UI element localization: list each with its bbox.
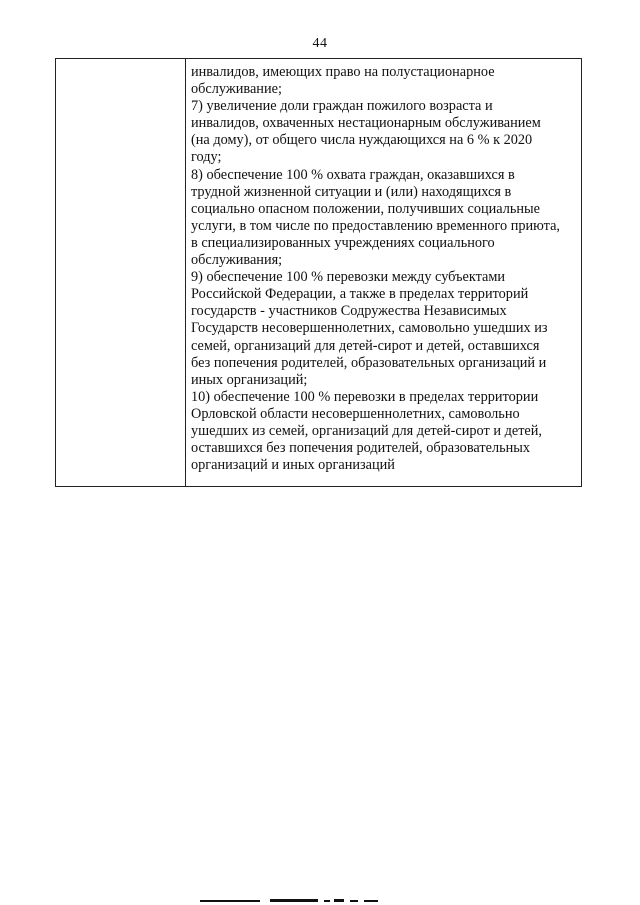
text-line: услуги, в том числе по предоставлению временного приюта, xyxy=(191,217,560,234)
text-line: инвалидов, имеющих право на полустационарное xyxy=(191,64,495,80)
text-line: обслуживания; xyxy=(191,252,283,269)
text-line: организаций и иных организаций xyxy=(191,457,395,474)
text-line: ушедших из семей, организаций для детей-сирот и детей, xyxy=(191,422,543,439)
text-line: оставшихся без попечения родителей, образовательных xyxy=(191,440,531,457)
text-line: без попечения родителей, образовательных организаций и xyxy=(191,354,547,371)
text-line: государств - участников Содружества Независимых xyxy=(191,303,507,320)
text-line: семей, организаций для детей-сирот и детей, оставшихся xyxy=(191,337,540,354)
document-table xyxy=(55,58,582,487)
text-line: иных организаций; xyxy=(191,371,308,388)
scan-edge-artifact xyxy=(200,897,400,905)
table-right-cell xyxy=(186,59,581,486)
text-line: (на дому), от общего числа нуждающихся на 6 % к 2020 xyxy=(191,132,533,149)
text-line: 10) обеспечение 100 % перевозки в пределах территории xyxy=(191,388,539,405)
text-line: Российской Федерации, а также в пределах территорий xyxy=(191,286,529,303)
text-line: 7) увеличение доли граждан пожилого возраста и xyxy=(191,98,493,115)
text-line: трудной жизненной ситуации и (или) находящихся в xyxy=(191,183,512,200)
text-line: году; xyxy=(191,149,222,166)
text-line: инвалидов, охваченных нестационарным обслуживанием xyxy=(191,115,541,132)
text-line: обслуживание; xyxy=(191,81,282,98)
text-line: Государств несовершеннолетних, самовольно ушедших из xyxy=(191,320,548,337)
text-line: 8) обеспечение 100 % охвата граждан, оказавшихся в xyxy=(191,166,515,183)
text-line: 9) обеспечение 100 % перевозки между субъектами xyxy=(191,269,506,286)
text-line: Орловской области несовершеннолетних, самовольно xyxy=(191,405,520,422)
text-line: в специализированных учреждениях социального xyxy=(191,234,495,251)
text-line: социально опасном положении, получивших социальные xyxy=(191,200,541,217)
page-number: 44 xyxy=(312,36,328,51)
table-left-cell xyxy=(56,59,186,486)
